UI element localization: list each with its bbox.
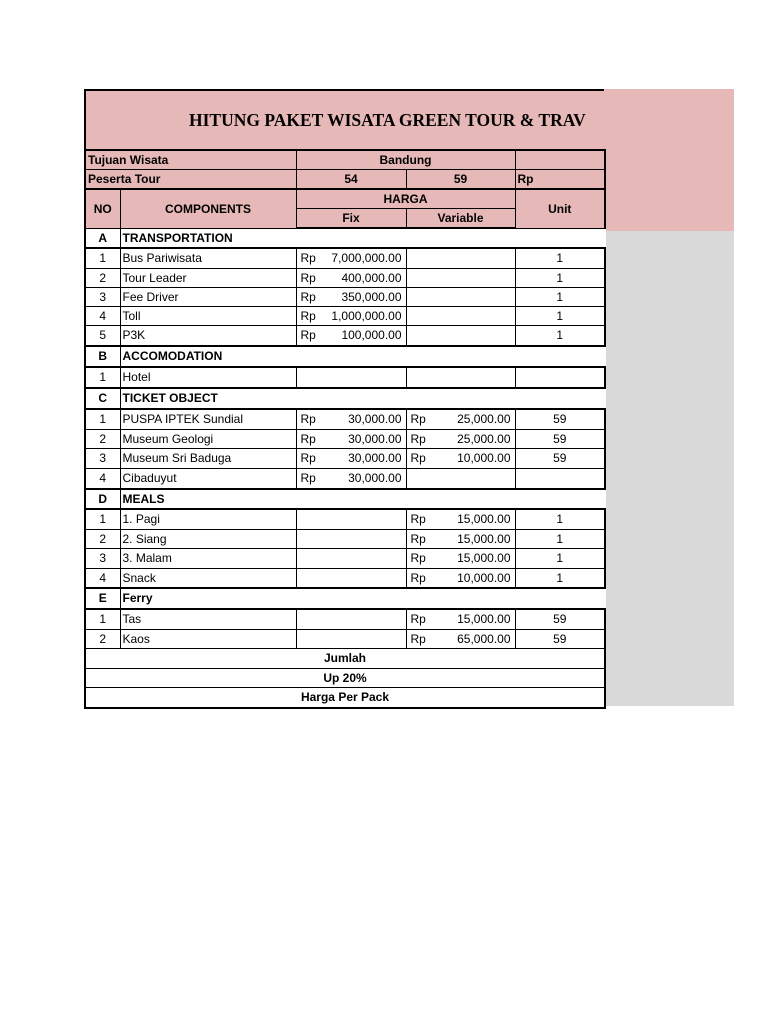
row-unit: 1 [515, 307, 605, 326]
section-name: MEALS [120, 489, 605, 509]
header-components: COMPONENTS [120, 189, 296, 228]
row-unit: 59 [515, 409, 605, 430]
fix-amount: 30,000.00 [348, 471, 402, 485]
row-unit: 1 [515, 569, 605, 589]
row-fix [296, 288, 406, 307]
section-code: E [85, 588, 120, 609]
tujuan-label: Tujuan Wisata [85, 150, 296, 170]
currency-label: Rp [410, 632, 426, 646]
currency-label: Rp [410, 532, 426, 546]
row-component: 3. Malam [120, 549, 296, 569]
currency-label: Rp [410, 612, 426, 626]
row-component: Toll [120, 307, 296, 326]
header-harga: HARGA [296, 189, 515, 209]
row-component: Museum Geologi [120, 430, 296, 449]
currency-label: Rp [410, 412, 426, 426]
row-variable [406, 430, 515, 449]
harga-per-pack-row: Harga Per Pack [85, 688, 605, 709]
fix-amount: 350,000.00 [341, 290, 402, 304]
row-no: 4 [85, 569, 120, 589]
row-variable [406, 530, 515, 549]
row-variable [406, 509, 515, 530]
row-no: 1 [85, 609, 120, 630]
variable-amount: 25,000.00 [457, 412, 511, 426]
row-fix [296, 630, 406, 649]
row-no: 4 [85, 307, 120, 326]
currency-label: Rp [300, 328, 316, 342]
row-unit [515, 367, 605, 388]
row-no: 2 [85, 530, 120, 549]
row-unit: 1 [515, 269, 605, 288]
variable-amount: 25,000.00 [457, 432, 511, 446]
row-fix [296, 549, 406, 569]
row-no: 1 [85, 509, 120, 530]
currency-label: Rp [410, 571, 426, 585]
peserta-label: Peserta Tour [85, 170, 296, 190]
tujuan-unit [515, 150, 605, 170]
variable-amount: 15,000.00 [457, 612, 511, 626]
row-unit: 1 [515, 509, 605, 530]
currency-label: Rp [300, 251, 316, 265]
row-variable [406, 367, 515, 388]
row-unit: 59 [515, 609, 605, 630]
currency-label: Rp [300, 290, 316, 304]
row-component: Hotel [120, 367, 296, 388]
row-component: P3K [120, 326, 296, 347]
row-component: Snack [120, 569, 296, 589]
fix-amount: 7,000,000.00 [331, 251, 402, 265]
row-component: Tour Leader [120, 269, 296, 288]
row-variable [406, 549, 515, 569]
row-unit: 1 [515, 549, 605, 569]
section-name: ACCOMODATION [120, 346, 605, 367]
currency-label: Rp [300, 471, 316, 485]
row-component: Kaos [120, 630, 296, 649]
header-variable: Variable [406, 209, 515, 229]
row-no: 2 [85, 269, 120, 288]
fix-amount: 1,000,000.00 [331, 309, 402, 323]
row-fix [296, 469, 406, 490]
row-variable [406, 449, 515, 469]
currency-label: Rp [300, 271, 316, 285]
row-unit: 59 [515, 430, 605, 449]
row-no: 1 [85, 248, 120, 269]
row-fix [296, 509, 406, 530]
row-fix [296, 449, 406, 469]
row-fix [296, 430, 406, 449]
fix-amount: 30,000.00 [348, 432, 402, 446]
row-variable [406, 469, 515, 490]
row-variable [406, 326, 515, 347]
row-no: 3 [85, 288, 120, 307]
row-component: 2. Siang [120, 530, 296, 549]
peserta-variable: 59 [406, 170, 515, 190]
tujuan-value: Bandung [296, 150, 515, 170]
row-no: 2 [85, 630, 120, 649]
variable-amount: 15,000.00 [457, 551, 511, 565]
currency-label: Rp [410, 551, 426, 565]
gray-fill [604, 231, 734, 706]
row-variable [406, 630, 515, 649]
row-variable [406, 569, 515, 589]
row-fix [296, 248, 406, 269]
currency-label: Rp [410, 432, 426, 446]
variable-amount: 65,000.00 [457, 632, 511, 646]
row-no: 1 [85, 409, 120, 430]
sheet-title: HITUNG PAKET WISATA GREEN TOUR & TRAV [84, 89, 604, 149]
row-unit: 1 [515, 248, 605, 269]
row-fix [296, 409, 406, 430]
section-name: TRANSPORTATION [120, 228, 605, 248]
header-no: NO [85, 189, 120, 228]
row-fix [296, 367, 406, 388]
row-unit: 59 [515, 449, 605, 469]
row-fix [296, 326, 406, 347]
fix-amount: 30,000.00 [348, 451, 402, 465]
row-variable [406, 609, 515, 630]
row-unit: 1 [515, 288, 605, 307]
row-no: 5 [85, 326, 120, 347]
jumlah-row: Jumlah [85, 649, 605, 669]
row-component: PUSPA IPTEK Sundial [120, 409, 296, 430]
variable-amount: 15,000.00 [457, 512, 511, 526]
row-unit: 59 [515, 630, 605, 649]
row-no: 3 [85, 449, 120, 469]
row-variable [406, 288, 515, 307]
section-code: B [85, 346, 120, 367]
peserta-unit: Rp [515, 170, 605, 190]
section-code: C [85, 388, 120, 409]
row-component: Tas [120, 609, 296, 630]
fix-amount: 100,000.00 [341, 328, 402, 342]
currency-label: Rp [410, 451, 426, 465]
row-component: 1. Pagi [120, 509, 296, 530]
row-fix [296, 269, 406, 288]
section-code: D [85, 489, 120, 509]
row-fix [296, 530, 406, 549]
currency-label: Rp [300, 412, 316, 426]
row-unit: 1 [515, 530, 605, 549]
row-fix [296, 609, 406, 630]
fix-amount: 400,000.00 [341, 271, 402, 285]
peserta-fix: 54 [296, 170, 406, 190]
currency-label: Rp [300, 309, 316, 323]
row-variable [406, 248, 515, 269]
section-code: A [85, 228, 120, 248]
section-name: Ferry [120, 588, 605, 609]
variable-amount: 10,000.00 [457, 451, 511, 465]
row-component: Fee Driver [120, 288, 296, 307]
row-no: 2 [85, 430, 120, 449]
fix-amount: 30,000.00 [348, 412, 402, 426]
row-component: Bus Pariwisata [120, 248, 296, 269]
header-fix: Fix [296, 209, 406, 229]
row-no: 1 [85, 367, 120, 388]
header-unit: Unit [515, 189, 605, 228]
row-variable [406, 269, 515, 288]
cost-table [84, 149, 606, 709]
currency-label: Rp [300, 432, 316, 446]
variable-amount: 15,000.00 [457, 532, 511, 546]
currency-label: Rp [410, 512, 426, 526]
currency-label: Rp [300, 451, 316, 465]
row-unit: 1 [515, 326, 605, 347]
row-variable [406, 307, 515, 326]
row-component: Museum Sri Baduga [120, 449, 296, 469]
row-no: 4 [85, 469, 120, 490]
row-unit [515, 469, 605, 490]
row-variable [406, 409, 515, 430]
row-fix [296, 569, 406, 589]
row-fix [296, 307, 406, 326]
variable-amount: 10,000.00 [457, 571, 511, 585]
row-no: 3 [85, 549, 120, 569]
section-name: TICKET OBJECT [120, 388, 605, 409]
up-row: Up 20% [85, 669, 605, 688]
row-component: Cibaduyut [120, 469, 296, 490]
